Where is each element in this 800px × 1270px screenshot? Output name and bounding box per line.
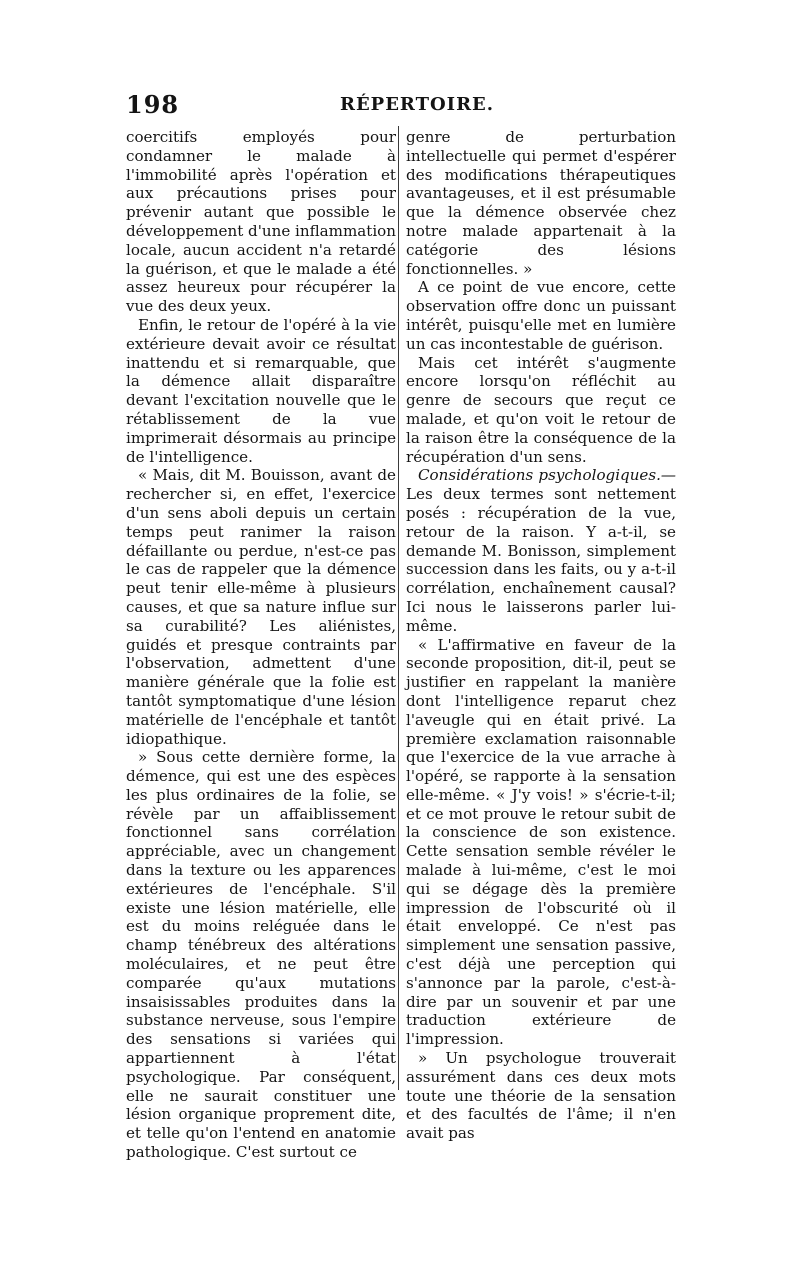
paragraph: Enfin, le retour de l'opéré à la vie extérieure devait avoir ce résultat inattendu et si remarquable, que la démence allait disparaître devant l'excitation nouvelle que le rétablissement de la vue imprimerait désormais au principe de l'intelligence. <box>126 315 396 466</box>
paragraph: coercitifs employés pour condamner le malade à l'immobilité après l'opération et aux précautions prises pour prévenir autant que possible le développement d'une inflammation locale, aucun accident n'a retardé la guérison, et que le malade a été assez heureux pour récupérer la vue des deux yeux. <box>126 128 396 316</box>
page-number: 198 <box>126 90 180 119</box>
paragraph: « L'affirmative en faveur de la seconde proposition, dit-il, peut se justifier en rappelant la manière dont l'intelligence reparut chez l'aveugle qui en était privé. La première exclamation raisonnable que l'exercice de la vue arrache à l'opéré, se rapporte à la sensation elle-même. « J'y vois! » s'écrie-t-il; et ce mot prouve le retour subit de la conscience de son existence. Cette sensation semble révéler le malade à lui-même, c'est le moi qui se dégage dès la première impression de l'obscurité où il était enveloppé. Ce n'est pas simplement une sensation passive, c'est déjà une perception qui s'annonce par la parole, c'est-à-dire par un souvenir et par une traduction extérieure de l'impression. <box>406 635 676 1049</box>
left-column <box>126 128 396 1162</box>
section-paragraph <box>406 466 676 635</box>
paragraph: » Un psychologue trouverait assurément dans ces deux mots toute une théorie de la sensation et des facultés de l'âme; il n'en avait pas <box>406 1049 676 1143</box>
paragraph: « Mais, dit M. Bouisson, avant de rechercher si, en effet, l'exercice d'un sens aboli depuis un certain temps peut ranimer la raison défaillante ou perdue, n'est-ce pas le cas de rappeler que la démence peut tenir elle-même à plusieurs causes, et que sa nature influe sur sa curabilité? Les aliénistes, guidés et presque contraints par l'observation, admettent d'une manière générale que la folie est tantôt symptomatique d'une lésion matérielle de l'encéphale et tantôt idiopathique. <box>126 466 396 748</box>
section-heading: Considérations psychologiques.— <box>418 466 676 485</box>
column-divider <box>398 126 399 1090</box>
section-text: Les deux termes sont nettement posés : récupération de la vue, retour de la raison. Y a-t-il, se demande M. Bonisson, simplement succession dans les faits, ou y a-t-il corrélation, enchaînement causal? Ici nous le laisserons parler lui-même. <box>406 485 676 635</box>
right-column <box>406 128 676 1143</box>
paragraph: » Sous cette dernière forme, la démence, qui est une des espèces les plus ordinaires de la folie, se révèle par un affaiblissement fonctionnel sans corrélation appréciable, avec un changement dans la texture ou les apparences extérieures de l'encéphale. S'il existe une lésion matérielle, elle est du moins reléguée dans le champ ténébreux des altérations moléculaires, et ne peut être comparée qu'aux mutations insaisissables produites dans la substance nerveuse, sous l'empire des sensations si variées qui appartiennent à l'état psychologique. Par conséquent, elle ne saurait constituer une lésion organique proprement dite, et telle qu'on l'entend en anatomie pathologique. C'est surtout ce <box>126 748 396 1162</box>
paragraph: Mais cet intérêt s'augmente encore lorsqu'on réfléchit au genre de secours que reçut ce malade, et qu'on voit le retour de la raison être la conséquence de la récupération d'un sens. <box>406 353 676 466</box>
page-header <box>126 90 676 124</box>
running-title: RÉPERTOIRE. <box>340 94 495 115</box>
paragraph: genre de perturbation intellectuelle qui permet d'espérer des modifications thérapeutiques avantageuses, et il est présumable que la démence observée chez notre malade appartenait à la catégorie des lésions fonctionnelles. » <box>406 128 676 278</box>
paragraph: A ce point de vue encore, cette observation offre donc un puissant intérêt, puisqu'elle met en lumière un cas incontestable de guérison. <box>406 278 676 353</box>
